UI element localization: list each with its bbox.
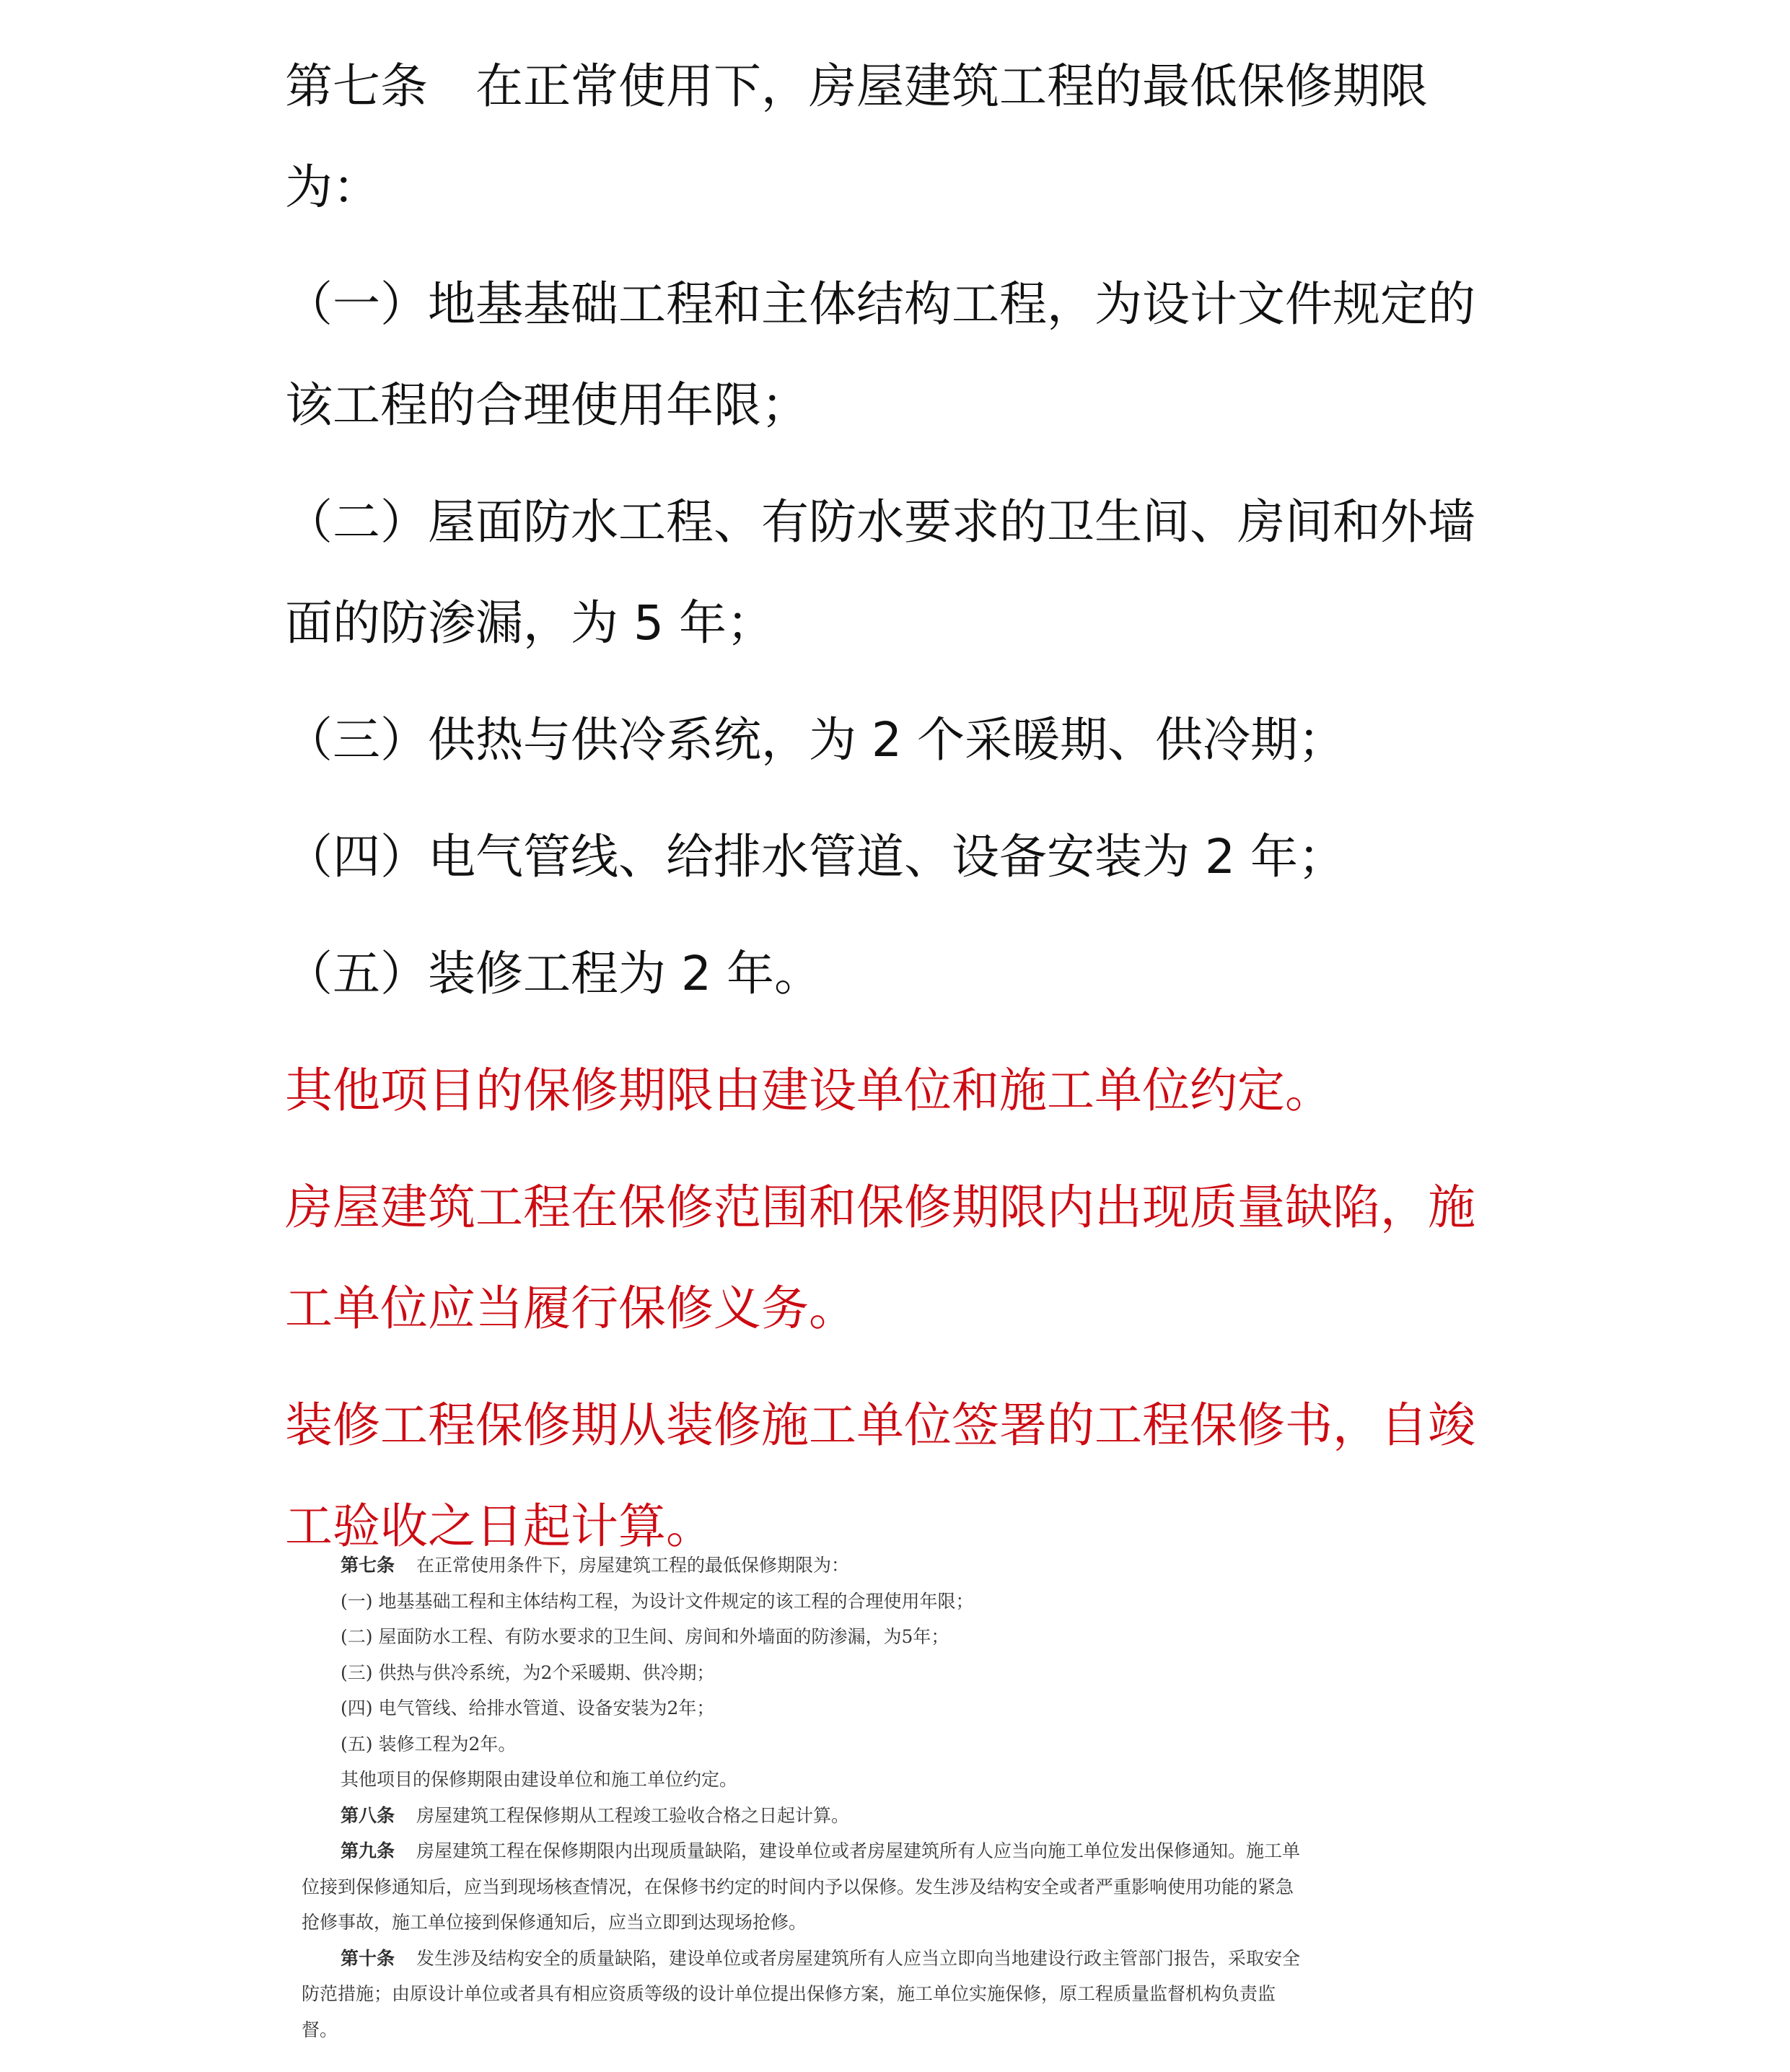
ref-art9-line-3: 抢修事故，施工单位接到保修通知后，应当立即到达现场抢修。 [302, 1912, 807, 1933]
ref-art7-title: 第七条 [341, 1555, 395, 1576]
ref-art8-text: 房屋建筑工程保修期从工程竣工验收合格之日起计算。 [416, 1804, 850, 1826]
article-7-intro-text: 在正常使用下，房屋建筑工程的最低保修期限 [475, 58, 1428, 114]
ref-art7-item-4: (四) 电气管线、给排水管道、设备安装为2年； [341, 1698, 715, 1718]
note-2 [285, 1157, 1512, 1359]
ref-art9-text-1: 房屋建筑工程在保修期限内出现质量缺陷，建设单位或者房屋建筑所有人应当向施工单位发出保修通知。施工单 [416, 1840, 1301, 1861]
ref-art7-intro [302, 1548, 1398, 1584]
note-1 [285, 1040, 1512, 1141]
ref-art8-title: 第八条 [341, 1804, 395, 1826]
regulation-excerpt-image [302, 1548, 1398, 2047]
note-3-line-2: 工验收之日起计算。 [285, 1498, 714, 1554]
item-3-line: （三）供热与供冷系统，为 2 个采暖期、供冷期； [285, 712, 1346, 768]
ref-art9-line-1 [302, 1833, 1398, 1869]
ref-art10-line-1 [302, 1941, 1398, 1977]
ref-art7-item-1: (一) 地基基础工程和主体结构工程，为设计文件规定的该工程的合理使用年限； [341, 1590, 974, 1612]
note-3-line-1: 装修工程保修期从装修施工单位签署的工程保修书，自竣 [285, 1397, 1475, 1453]
ref-art9-title: 第九条 [341, 1840, 395, 1861]
ref-art7-note: 其他项目的保修期限由建设单位和施工单位约定。 [341, 1769, 738, 1790]
ref-art10-text-1: 发生涉及结构安全的质量缺陷，建设单位或者房屋建筑所有人应当立即向当地建设行政主管部门报告，采取安全 [416, 1947, 1301, 1969]
note-3 [285, 1375, 1512, 1577]
item-1 [285, 254, 1512, 456]
article-7-title: 第七条 [285, 58, 428, 114]
ref-art9-line-2: 位接到保修通知后，应当到现场核查情况，在保修书约定的时间内予以保修。发生涉及结构安全或者严重影响使用功能的紧急 [302, 1876, 1294, 1897]
note-2-line-2: 工单位应当履行保修义务。 [285, 1281, 856, 1336]
item-4 [285, 807, 1512, 908]
item-1-line-1: （一）地基基础工程和主体结构工程，为设计文件规定的 [285, 276, 1475, 332]
item-2-line-1: （二）屋面防水工程、有防水要求的卫生间、房间和外墙 [285, 494, 1475, 550]
article-7-intro-line-2: 为： [285, 159, 380, 215]
article-7-intro-line-1 [285, 36, 1512, 137]
ref-art8 [302, 1798, 1398, 1834]
item-2-line-2: 面的防渗漏，为 5 年； [285, 595, 774, 651]
note-2-line-1: 房屋建筑工程在保修范围和保修期限内出现质量缺陷，施 [285, 1180, 1475, 1235]
item-1-line-2: 该工程的合理使用年限； [285, 377, 809, 433]
ref-art7-item-3: (三) 供热与供冷系统，为2个采暖期、供冷期； [341, 1661, 715, 1683]
ref-art10-line-3: 督。 [302, 2019, 338, 2040]
note-1-line: 其他项目的保修期限由建设单位和施工单位约定。 [285, 1063, 1333, 1118]
article-7-heading [285, 36, 1512, 238]
item-2 [285, 472, 1512, 674]
item-4-line: （四）电气管线、给排水管道、设备安装为 2 年； [285, 829, 1346, 884]
enlarged-article-text [285, 36, 1512, 1593]
ref-art7-item-5: (五) 装修工程为2年。 [341, 1733, 517, 1755]
item-5 [285, 923, 1512, 1024]
ref-art10-line-2: 防范措施；由原设计单位或者具有相应资质等级的设计单位提出保修方案，施工单位实施保修，原工程质量监督机构负责监 [302, 1983, 1276, 2004]
item-3 [285, 690, 1512, 791]
ref-art10-title: 第十条 [341, 1947, 395, 1969]
ref-art7-text: 在正常使用条件下，房屋建筑工程的最低保修期限为： [416, 1555, 850, 1576]
item-5-line: （五）装修工程为 2 年。 [285, 946, 822, 1001]
ref-art7-item-2: (二) 屋面防水工程、有防水要求的卫生间、房间和外墙面的防渗漏，为5年； [341, 1626, 949, 1647]
